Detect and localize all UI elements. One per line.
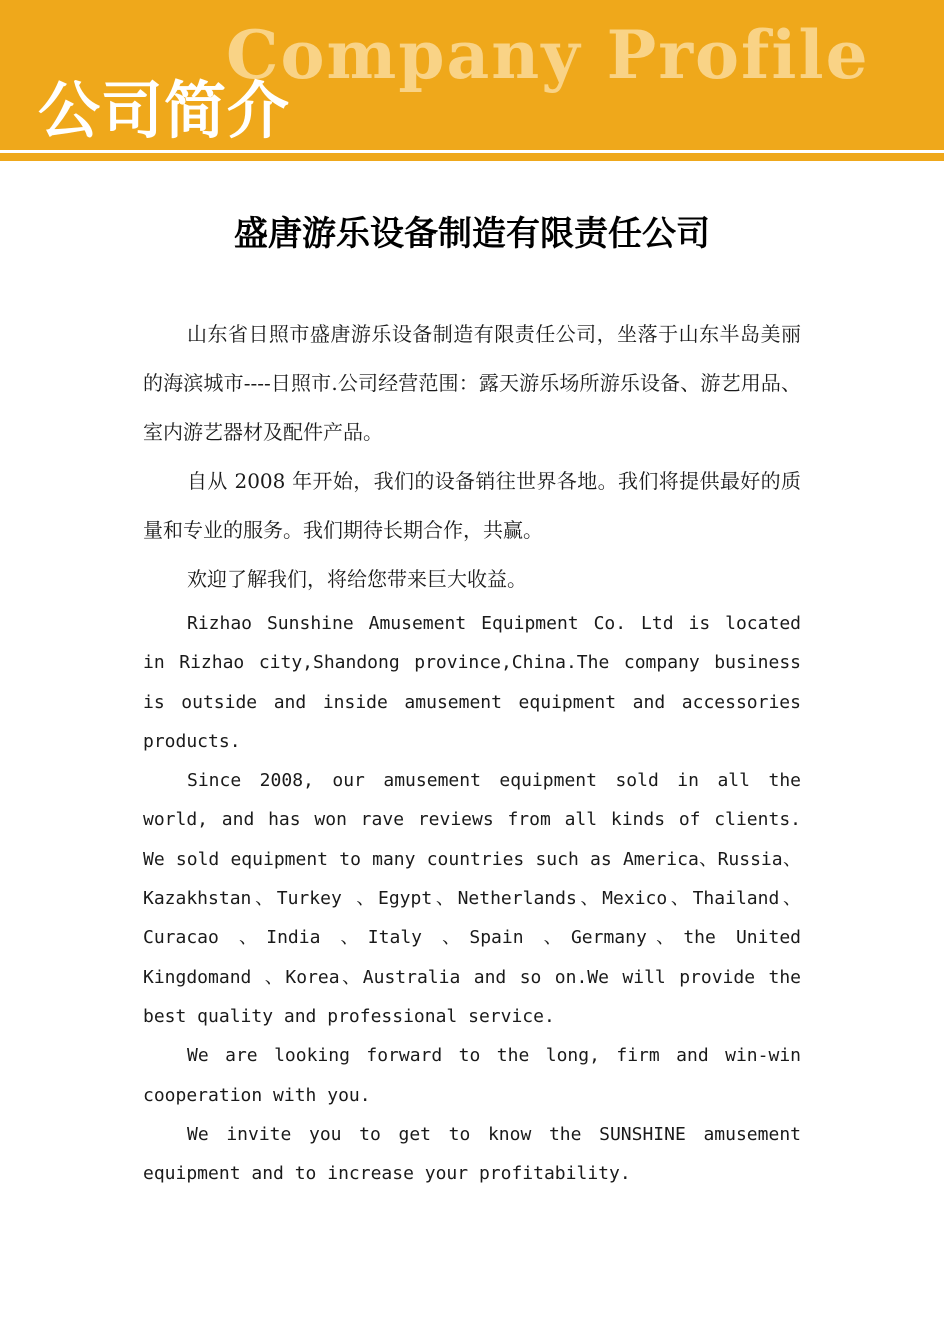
english-paragraph-cooperation: We are looking forward to the long, firm and win-win cooperation with you. — [143, 1045, 801, 1106]
profile-body — [143, 310, 801, 1193]
english-paragraph-markets: Since 2008, our amusement equipment sold in all the world, and has won rave reviews from all kinds of clients. We sold equipment to many countries such as America、Russia、Kazakhstan、Turkey 、Egypt、Netherlands、Mexico、Thailand、Curacao 、India 、Italy 、Spain 、Germany、the United Kingdomand 、Korea、Australia and so on.We will provide the best quality and professional service. — [143, 770, 801, 1027]
banner-chinese-title: 公司简介 — [38, 74, 291, 147]
chinese-paragraph-welcome: 欢迎了解我们，将给您带来巨大收益。 — [187, 567, 527, 591]
header-banner — [0, 0, 944, 150]
banner-english-title: Company Profile — [226, 16, 870, 94]
header-divider-line — [0, 153, 944, 161]
english-paragraph-invitation: We invite you to get to know the SUNSHINE amusement equipment and to increase your profitability. — [143, 1123, 801, 1185]
english-paragraph-intro: Rizhao Sunshine Amusement Equipment Co. Ltd is located in Rizhao city,Shandong province,China.The company business is outside and inside amusement equipment and accessories products. — [143, 613, 801, 752]
chinese-paragraph-intro: 山东省日照市盛唐游乐设备制造有限责任公司，坐落于山东半岛美丽的海滨城市----日照市.公司经营范围：露天游乐场所游乐设备、游艺用品、室内游艺器材及配件产品。 — [143, 322, 801, 444]
company-title: 盛唐游乐设备制造有限责任公司 — [234, 214, 710, 254]
chinese-paragraph-service: 自从 2008 年开始，我们的设备销往世界各地。我们将提供最好的质量和专业的服务。我们期待长期合作，共赢。 — [143, 469, 801, 542]
